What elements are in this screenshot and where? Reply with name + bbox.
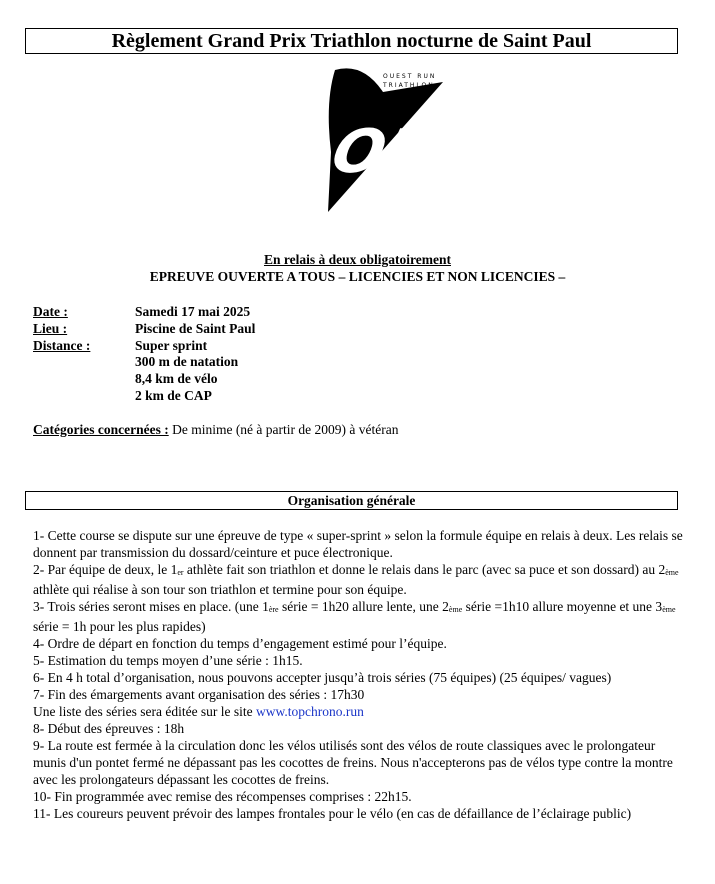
open-notice: EPREUVE OUVERTE A TOUS – LICENCIES ET NON LICENCIES – xyxy=(149,269,566,284)
date-value: Samedi 17 mai 2025 xyxy=(135,304,251,319)
distance-line: Super sprint xyxy=(135,337,208,353)
place-value: Piscine de Saint Paul xyxy=(135,320,256,336)
ort-logo xyxy=(323,62,478,220)
rule-9: 9- La route est fermée à la circulation donc les vélos utilisés sont des vélos de route classiques avec le prolongateur munis d'un pontet fermé ne dépassant pas les cocottes de freins. Nous n'accepterons pas de vélos type contre la montre avec les prolongateurs dépassant les cocottes de freins. xyxy=(33,738,673,787)
event-info xyxy=(33,304,255,405)
rule-4: 4- Ordre de départ en fonction du temps d’engagement estimé pour l’équipe. xyxy=(33,636,447,651)
rule-7-note: Une liste des séries sera éditée sur le site www.topchrono.run xyxy=(33,704,364,719)
rule-11: 11- Les coureurs peuvent prévoir des lampes frontales pour le vélo (en cas de défaillance de l’éclairage public) xyxy=(33,806,632,821)
organisation-header: Organisation générale xyxy=(25,491,678,510)
logo-line2: TRIATHLON xyxy=(383,82,435,89)
topchrono-link[interactable]: www.topchrono.run xyxy=(256,704,364,719)
categories-value: De minime (né à partir de 2009) à vétéran xyxy=(168,422,399,437)
date-label: Date : xyxy=(33,304,68,319)
place-label: Lieu : xyxy=(33,320,68,336)
distance-line: 2 km de CAP xyxy=(135,387,212,403)
distance-label: Distance : xyxy=(33,337,91,353)
rule-3: 3- Trois séries seront mises en place. (une $1_{ère}$ série = 1h20 allure lente, une $2_{ème}$ série =1h10 allure moyenne et une $3_{ème}$ série = 1h pour les plus rapides) xyxy=(33,599,676,634)
distance-line: 300 m de natation xyxy=(135,354,239,370)
distance-line: 8,4 km de vélo xyxy=(135,371,218,387)
rule-8: 8- Début des épreuves : 18h xyxy=(33,721,185,736)
categories xyxy=(33,422,398,438)
page-title: Règlement Grand Prix Triathlon nocturne de Saint Paul xyxy=(25,28,678,54)
rule-1: 1- Cette course se dispute sur une épreuve de type « super-sprint » selon la formule équipe en relais à deux. Les relais se donnent par transmission du dossard/ceinture et puce électronique. xyxy=(33,528,683,560)
rule-10: 10- Fin programmée avec remise des récompenses comprises : 22h15. xyxy=(33,789,412,804)
logo-letters: ORT xyxy=(324,116,478,187)
rule-5: 5- Estimation du temps moyen d’une série : 1h15. xyxy=(33,653,303,668)
logo-line1: OUEST RUN xyxy=(383,73,437,80)
rule-2: 2- Par équipe de deux, le $1_{er}$ athlète fait son triathlon et donne le relais dans le parc (avec sa puce et son dossard) au $2_{ème}$ athlète qui réalise à son tour son triathlon et termine pour son équipe. xyxy=(33,562,679,597)
rule-7: 7- Fin des émargements avant organisation des séries : 17h30 xyxy=(33,687,365,702)
rules-list xyxy=(33,527,683,822)
categories-label: Catégories concernées : xyxy=(33,422,169,437)
rule-6: 6- En 4 h total d’organisation, nous pouvons accepter jusqu’à trois séries (75 équipes) (25 équipes/ vagues) xyxy=(33,670,612,685)
relay-notice: En relais à deux obligatoirement xyxy=(263,252,451,267)
